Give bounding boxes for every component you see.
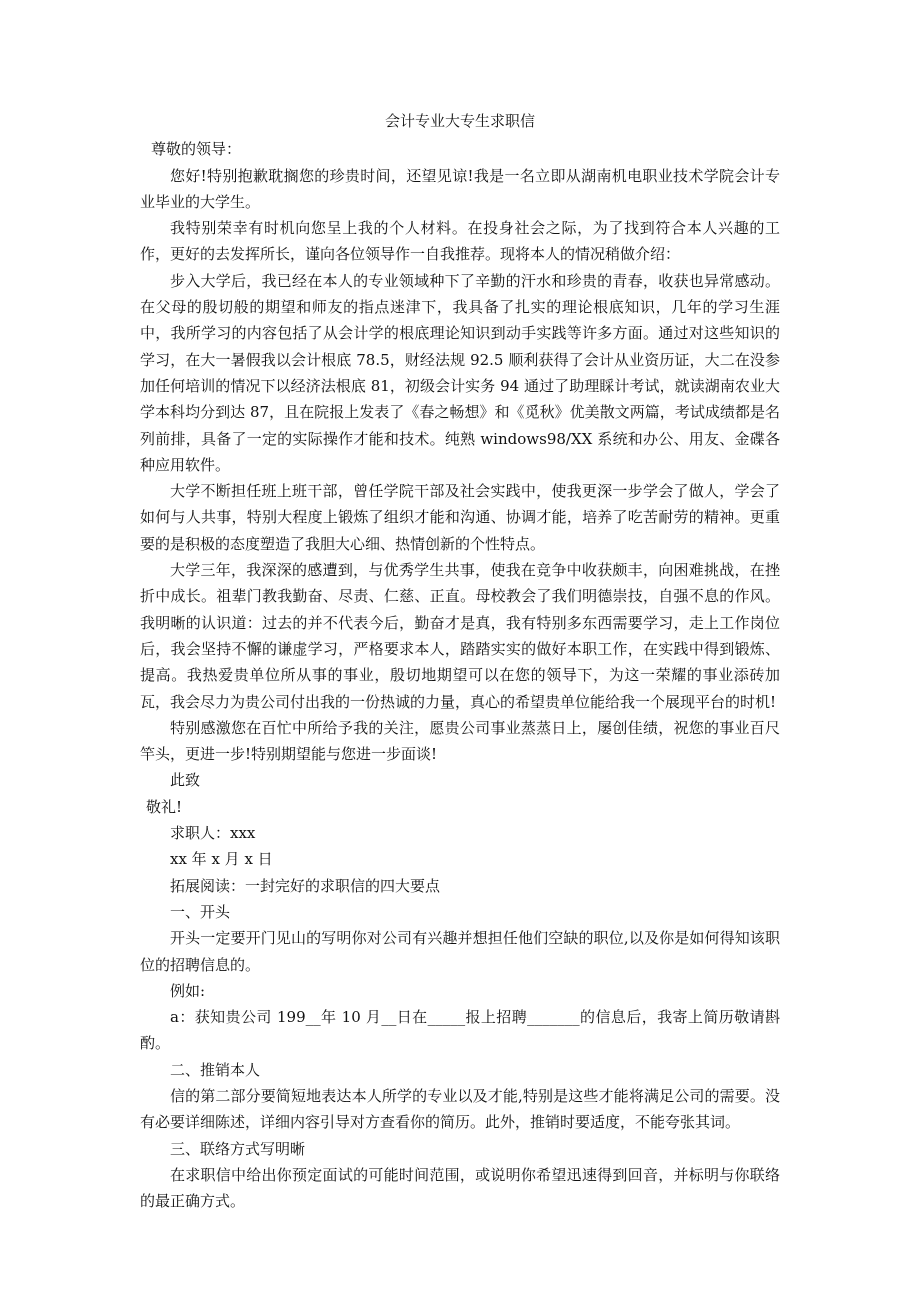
- closing-jing-li: 敬礼!: [146, 797, 183, 816]
- section-2-title: 二、推销本人: [170, 1060, 261, 1079]
- paragraph-reflection: 大学三年，我深深的感遭到，与优秀学生共事，使我在竞争中收获颇丰，向困难挑战，在挫折中成长。祖辈门教我勤奋、尽责、仁慈、正直。母校教会了我们明德崇技，自强不息的作风。我明晰的认识道：过去的并不代表今后，勤奋才是真，我有特别多东西需要学习，走上工作岗位后，我会坚持不懈的谦虚学习，严格要求本人，踏踏实实的做好本职工作，在实践中得到锻炼、提高。我热爱贵单位所从事的事业，殷切地期望可以在您的领导下，为这一荣耀的事业添砖加瓦，我会尽力为贵公司付出我的一份热诚的力量，真心的希望贵单位能给我一个展现平台的时机!: [140, 561, 780, 711]
- section-1-title: 一、开头: [170, 902, 231, 921]
- section-3-title: 三、联络方式写明晰: [170, 1139, 306, 1158]
- salutation: 尊敬的领导：: [151, 140, 242, 159]
- paragraph-intro: 我特别荣幸有时机向您呈上我的个人材料。在投身社会之际，为了找到符合本人兴趣的工作，更好的去发挥所长，谨向各位领导作一自我推荐。现将本人的情况稍做介绍：: [140, 219, 780, 264]
- section-2-text: 信的第二部分要简短地表达本人所学的专业以及才能,特别是这些才能将满足公司的需要。没有必要详细陈述，详细内容引导对方查看你的简历。此外，推销时要适度，不能夸张其词。: [140, 1086, 780, 1132]
- signature: 求职人：xxx: [170, 824, 256, 843]
- document-title: 会计专业大专生求职信: [384, 112, 535, 130]
- example-label: 例如:: [170, 981, 206, 1000]
- extended-heading: 拓展阅读：一封完好的求职信的四大要点: [170, 876, 441, 895]
- date-line: xx 年 x 月 x 日: [170, 850, 273, 869]
- closing-ci-zhi: 此致: [170, 771, 201, 790]
- document-page: [140, 108, 780, 1214]
- paragraph-greeting: 您好!特别抱歉耽搁您的珍贵时间，还望见谅!我是一名立即从湖南机电职业技术学院会计专业毕业的大学生。: [140, 166, 780, 211]
- paragraph-education: 步入大学后，我已经在本人的专业领域种下了辛勤的汗水和珍贵的青春，收获也异常感动。在父母的殷切般的期望和师友的指点迷津下，我具备了扎实的理论根底知识，几年的学习生涯中，我所学习的内容包括了从会计学的根底理论知识到动手实践等许多方面。通过对这些知识的学习，在大一暑假我以会计根底 78.5，财经法规 92.5 顺利获得了会计从业资历证，大二在没参加任何培训的情况下以经济法根底 81，初级会计实务 94 通过了助理睬计考试，就读湖南农业大学本科均分到达 87，且在院报上发表了《春之畅想》和《觅秋》优美散文两篇，考试成绩都是名列前排，具备了一定的实际操作才能和技术。纯熟 windows98/XX 系统和办公、用友、金碟各种应用软件。: [140, 271, 780, 474]
- section-1-text: 开头一定要开门见山的写明你对公司有兴趣并想担任他们空缺的职位,以及你是如何得知该职位的招聘信息的。: [140, 929, 780, 974]
- section-3-text: 在求职信中给出你预定面试的可能时间范围，或说明你希望迅速得到回音，并标明与你联络的最正确方式。: [140, 1165, 780, 1211]
- example-text: a：获知贵公司 199__年 10 月__日在_____报上招聘_______的信息后，我寄上简历敬请斟酌。: [140, 1008, 780, 1053]
- paragraph-thanks: 特别感激您在百忙中所给予我的关注，愿贵公司事业蒸蒸日上，屡创佳绩，祝您的事业百尺竿头，更进一步!特别期望能与您进一步面谈!: [140, 718, 780, 764]
- paragraph-leadership: 大学不断担任班上班干部，曾任学院干部及社会实践中，使我更深一步学会了做人，学会了如何与人共事，特别大程度上锻炼了组织才能和沟通、协调才能，培养了吃苦耐劳的精神。更重要的是积极的态度塑造了我胆大心细、热情创新的个性特点。: [140, 482, 780, 553]
